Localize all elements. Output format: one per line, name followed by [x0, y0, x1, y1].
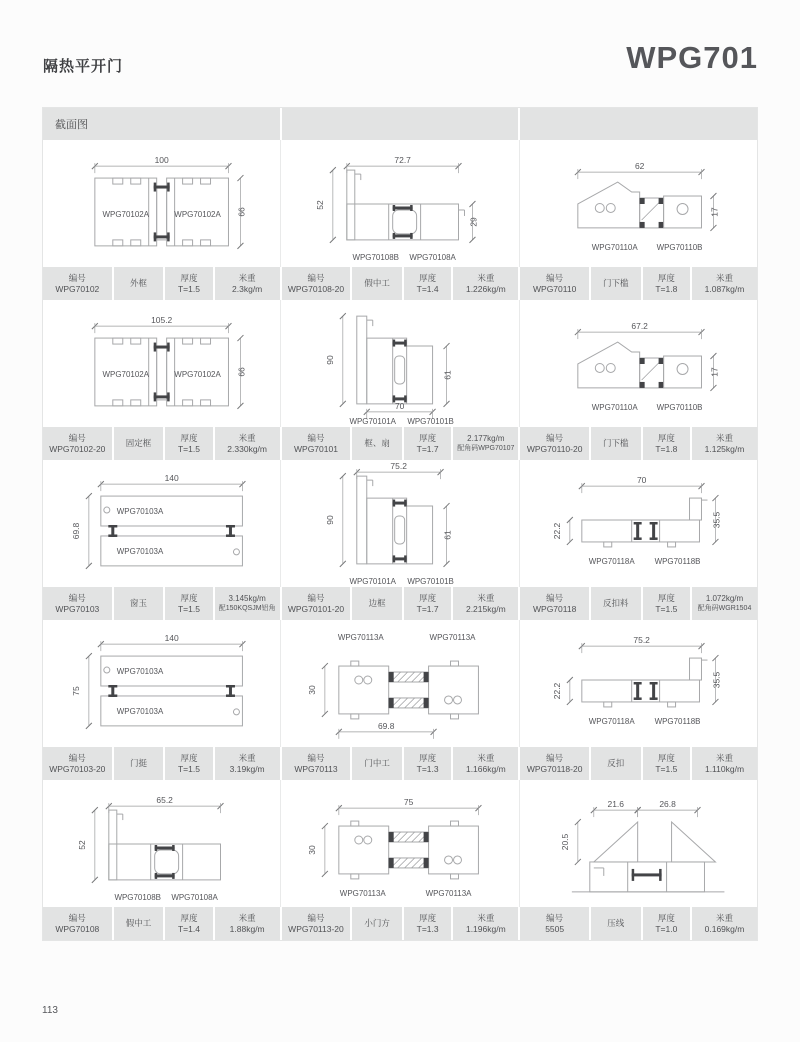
profile-drawing-5505: [520, 780, 757, 907]
svg-text:20.5: 20.5: [559, 833, 570, 851]
profile-name: 压线: [607, 918, 625, 928]
svg-text:WPG70103A: WPG70103A: [116, 667, 164, 677]
section-table: [42, 107, 758, 941]
profile-info-WPG70113-20: [282, 907, 519, 940]
svg-text:WPG70108B: WPG70108B: [114, 892, 161, 902]
svg-text:52: 52: [76, 840, 87, 850]
profile-code-cell: [43, 747, 112, 780]
profile-name: 门下槛: [603, 278, 629, 288]
weight-value: 1.196kg/m: [465, 923, 506, 934]
profile-drawing-WPG70110: [520, 140, 757, 267]
code-label: 编号: [68, 592, 86, 603]
svg-text:WPG70102A: WPG70102A: [174, 369, 221, 379]
weight-cell: [215, 427, 280, 460]
drawing-strip: [43, 780, 757, 907]
svg-text:70: 70: [636, 475, 647, 486]
profile-code-cell: [282, 907, 351, 940]
weight-value: 1.88kg/m: [229, 923, 265, 934]
svg-text:140: 140: [164, 633, 179, 644]
thickness-label: 厚度: [419, 592, 437, 603]
svg-text:100: 100: [154, 155, 169, 166]
thickness-cell: [404, 587, 451, 620]
profile-name-cell: [114, 427, 164, 460]
profile-name-cell: [352, 587, 402, 620]
weight-cell: [215, 267, 280, 300]
thickness-value: T=1.5: [177, 763, 200, 774]
code-label: 编号: [307, 752, 325, 763]
weight-cell: [692, 267, 757, 300]
thickness-value: T=1.4: [177, 923, 200, 934]
section-header-bar: [43, 108, 757, 140]
svg-text:75.2: 75.2: [633, 635, 650, 646]
profile-drawing-WPG70102: [43, 140, 281, 267]
code-label: 编号: [68, 272, 86, 283]
thickness-label: 厚度: [419, 912, 437, 923]
thickness-label: 厚度: [419, 272, 437, 283]
svg-text:30: 30: [307, 845, 318, 855]
svg-text:WPG70102A: WPG70102A: [102, 369, 150, 379]
weight-label: 米重: [715, 752, 733, 763]
thickness-cell: [165, 907, 212, 940]
info-strip: [43, 907, 757, 940]
weight-cell: [453, 907, 518, 940]
code-label: 编号: [307, 592, 325, 603]
profile-info-WPG70118: [520, 587, 757, 620]
profile-name-cell: [114, 907, 164, 940]
profile-drawing-WPG70101: [281, 300, 519, 427]
svg-text:140: 140: [164, 473, 179, 484]
thickness-label: 厚度: [419, 432, 437, 443]
thickness-value: T=1.7: [416, 603, 439, 614]
profile-drawing-WPG70113-20: [281, 780, 519, 907]
svg-text:WPG70110A: WPG70110A: [591, 402, 638, 412]
profile-drawing-WPG70108-20: [281, 140, 519, 267]
cross-section-diagram: [520, 140, 757, 267]
svg-text:22.2: 22.2: [551, 682, 562, 700]
profile-drawing-WPG70113: [281, 620, 519, 747]
profile-info-WPG70103-20: [43, 747, 280, 780]
profile-info-WPG70110: [520, 267, 757, 300]
svg-text:90: 90: [325, 355, 336, 365]
weight-cell: [692, 587, 757, 620]
info-strip: [43, 427, 757, 460]
svg-text:WPG70110A: WPG70110A: [591, 242, 638, 252]
svg-text:66: 66: [236, 367, 247, 377]
svg-text:69.8: 69.8: [378, 720, 395, 731]
profile-code-cell: [282, 747, 351, 780]
profile-code: WPG70118-20: [526, 763, 583, 774]
code-label: 编号: [307, 912, 325, 923]
profile-name: 门下槛: [603, 438, 629, 448]
svg-text:WPG70113A: WPG70113A: [338, 633, 385, 643]
code-label: 编号: [546, 912, 564, 923]
thickness-value: T=1.0: [655, 923, 678, 934]
weight-cell: [453, 747, 518, 780]
profile-code: WPG70108: [55, 923, 100, 934]
weight-label: 米重: [477, 752, 495, 763]
profile-row-1: [43, 140, 757, 300]
svg-text:17: 17: [709, 367, 720, 377]
profile-drawing-WPG70103: [43, 460, 281, 587]
svg-text:WPG70118B: WPG70118B: [654, 716, 701, 726]
profile-code-cell: [43, 907, 112, 940]
profile-drawing-WPG70102-20: [43, 300, 281, 427]
svg-text:WPG70110B: WPG70110B: [656, 242, 703, 252]
svg-text:WPG70108B: WPG70108B: [352, 252, 400, 262]
thickness-label: 厚度: [180, 432, 198, 443]
profile-name-cell: [352, 427, 402, 460]
profile-code-cell: [520, 427, 589, 460]
profile-name-cell: [114, 747, 164, 780]
profile-name: 门中工: [364, 758, 390, 768]
profile-code-cell: [282, 267, 351, 300]
weight-label: 米重: [477, 912, 495, 923]
cross-section-diagram: [520, 620, 757, 747]
code-label: 编号: [546, 272, 564, 283]
weight-note: 配角码WGR1504: [697, 605, 752, 612]
svg-text:WPG70113A: WPG70113A: [340, 888, 387, 898]
svg-text:105.2: 105.2: [151, 315, 173, 326]
weight-note: 配角码WPG70107: [457, 445, 515, 452]
drawing-strip: [43, 460, 757, 587]
thickness-cell: [404, 907, 451, 940]
svg-text:WPG70108A: WPG70108A: [409, 252, 457, 262]
thickness-label: 厚度: [657, 752, 675, 763]
profile-info-WPG70110-20: [520, 427, 757, 460]
weight-cell: [215, 587, 280, 620]
info-strip: [43, 587, 757, 620]
cross-section-diagram: [520, 780, 757, 907]
section-header-cell-2: [282, 108, 519, 140]
drawing-strip: [43, 620, 757, 747]
svg-text:WPG70103A: WPG70103A: [116, 507, 164, 517]
profile-code-cell: [520, 747, 589, 780]
profile-code: WPG70103-20: [49, 763, 106, 774]
thickness-value: T=1.8: [655, 443, 678, 454]
profile-name-cell: [352, 907, 402, 940]
weight-label: 米重: [238, 752, 256, 763]
profile-info-WPG70101-20: [282, 587, 519, 620]
page-number: 113: [42, 1005, 58, 1016]
svg-text:WPG70113A: WPG70113A: [429, 633, 476, 643]
profile-drawing-WPG70118: [520, 460, 757, 587]
info-strip: [43, 747, 757, 780]
weight-value: 2.330kg/m: [227, 443, 267, 454]
thickness-value: T=1.5: [655, 603, 678, 614]
svg-text:69.8: 69.8: [70, 522, 81, 540]
profile-name-cell: [114, 587, 164, 620]
profile-name-cell: [591, 267, 641, 300]
profile-name-cell: [352, 267, 402, 300]
thickness-cell: [643, 747, 690, 780]
thickness-label: 厚度: [657, 592, 675, 603]
profile-code: WPG70102: [55, 283, 100, 294]
thickness-label: 厚度: [419, 752, 437, 763]
profile-code: 5505: [545, 923, 565, 934]
profile-name-cell: [114, 267, 164, 300]
svg-text:WPG70118B: WPG70118B: [654, 556, 701, 566]
profile-code: WPG70113: [294, 763, 338, 774]
section-header-cell-1: [43, 108, 280, 140]
profile-info-WPG70113: [282, 747, 519, 780]
profile-name-cell: [591, 587, 641, 620]
profile-code: WPG70102-20: [49, 443, 106, 454]
cross-section-diagram: [43, 460, 280, 587]
thickness-value: T=1.3: [416, 923, 439, 934]
profile-code-cell: [43, 267, 112, 300]
weight-value: 1.110kg/m: [704, 763, 745, 774]
profile-name: 外框: [129, 278, 147, 288]
profile-code: WPG70118: [533, 603, 577, 614]
svg-text:35.5: 35.5: [711, 671, 722, 689]
thickness-value: T=1.5: [177, 283, 200, 294]
thickness-cell: [404, 267, 451, 300]
svg-text:WPG70110B: WPG70110B: [656, 402, 703, 412]
drawing-strip: [43, 300, 757, 427]
profile-row-5: [43, 780, 757, 940]
profile-code-cell: [43, 587, 112, 620]
profile-info-WPG70108-20: [282, 267, 519, 300]
weight-value: 2.215kg/m: [465, 603, 506, 614]
profile-info-WPG70118-20: [520, 747, 757, 780]
section-header-cell-3: [520, 108, 757, 140]
svg-text:30: 30: [307, 685, 318, 695]
thickness-cell: [165, 587, 212, 620]
cross-section-diagram: [520, 300, 757, 427]
svg-text:WPG70103A: WPG70103A: [116, 546, 164, 556]
profile-info-5505: [520, 907, 757, 940]
profile-drawing-WPG70108: [43, 780, 281, 907]
weight-value: 1.125kg/m: [704, 443, 745, 454]
drawing-strip: [43, 140, 757, 267]
cross-section-diagram: [43, 620, 280, 747]
profile-info-WPG70101: [282, 427, 519, 460]
cross-section-diagram: [43, 300, 280, 427]
weight-value: 1.166kg/m: [465, 763, 506, 774]
thickness-label: 厚度: [657, 272, 675, 283]
weight-label: 米重: [715, 432, 733, 443]
thickness-cell: [404, 427, 451, 460]
svg-text:WPG70118A: WPG70118A: [588, 716, 635, 726]
profile-code: WPG70113-20: [288, 923, 344, 934]
profile-grid: [43, 140, 757, 940]
thickness-cell: [643, 267, 690, 300]
thickness-value: T=1.4: [416, 283, 439, 294]
svg-text:WPG70103A: WPG70103A: [116, 706, 164, 716]
code-label: 编号: [68, 912, 86, 923]
code-label: 编号: [68, 752, 86, 763]
svg-text:61: 61: [442, 530, 453, 540]
profile-drawing-WPG70110-20: [520, 300, 757, 427]
profile-name: 窗玉: [129, 598, 147, 608]
thickness-label: 厚度: [657, 912, 675, 923]
weight-cell: [453, 267, 518, 300]
cross-section-diagram: [281, 300, 518, 427]
page-title: 隔热平开门: [43, 58, 124, 75]
svg-text:17: 17: [709, 207, 720, 217]
code-label: 编号: [546, 752, 564, 763]
weight-value: 1.072kg/m: [705, 594, 744, 603]
cross-section-diagram: [281, 460, 518, 587]
thickness-cell: [165, 427, 212, 460]
svg-text:75: 75: [404, 797, 414, 808]
thickness-value: T=1.7: [416, 443, 439, 454]
weight-label: 米重: [477, 272, 495, 283]
profile-row-3: [43, 460, 757, 620]
profile-drawing-WPG70103-20: [43, 620, 281, 747]
thickness-label: 厚度: [180, 752, 198, 763]
svg-text:62: 62: [634, 161, 645, 172]
svg-text:WPG70102A: WPG70102A: [102, 209, 150, 219]
profile-code-cell: [43, 427, 112, 460]
weight-cell: [692, 747, 757, 780]
svg-text:WPG70108A: WPG70108A: [171, 892, 218, 902]
thickness-label: 厚度: [180, 912, 198, 923]
weight-value: 1.226kg/m: [465, 283, 506, 294]
svg-text:35.5: 35.5: [711, 511, 722, 529]
profile-code-cell: [520, 907, 589, 940]
cross-section-diagram: [281, 780, 518, 907]
profile-name: 反扣料: [603, 598, 629, 608]
code-label: 编号: [307, 272, 325, 283]
code-label: 编号: [546, 432, 564, 443]
profile-name-cell: [591, 747, 641, 780]
weight-label: 米重: [238, 432, 256, 443]
profile-name-cell: [591, 907, 641, 940]
profile-name: 框、扇: [364, 438, 390, 448]
profile-code: WPG70101: [294, 443, 338, 454]
svg-text:72.7: 72.7: [394, 155, 412, 166]
thickness-cell: [404, 747, 451, 780]
weight-cell: [215, 747, 280, 780]
weight-value: 1.087kg/m: [704, 283, 745, 294]
cross-section-diagram: [281, 140, 518, 267]
profile-drawing-WPG70101-20: [281, 460, 519, 587]
svg-text:52: 52: [315, 200, 326, 210]
profile-code: WPG70110: [533, 283, 577, 294]
profile-drawing-WPG70118-20: [520, 620, 757, 747]
weight-value: 0.169kg/m: [704, 923, 745, 934]
svg-text:WPG70101A: WPG70101A: [349, 576, 397, 586]
profile-row-4: [43, 620, 757, 780]
cross-section-diagram: [43, 140, 280, 267]
thickness-cell: [643, 907, 690, 940]
svg-text:WPG70102A: WPG70102A: [174, 209, 221, 219]
profile-code: WPG70110-20: [526, 443, 583, 454]
svg-text:WPG70118A: WPG70118A: [588, 556, 635, 566]
svg-text:75: 75: [70, 686, 81, 696]
profile-code-cell: [282, 587, 351, 620]
thickness-value: T=1.5: [655, 763, 678, 774]
profile-name: 门挺: [129, 758, 147, 768]
weight-label: 米重: [477, 592, 495, 603]
weight-cell: [692, 427, 757, 460]
svg-text:75.2: 75.2: [390, 461, 408, 472]
profile-name-cell: [591, 427, 641, 460]
svg-text:70: 70: [395, 400, 405, 411]
thickness-cell: [165, 747, 212, 780]
weight-cell: [453, 587, 518, 620]
weight-value: 3.19kg/m: [229, 763, 265, 774]
weight-value: 2.3kg/m: [232, 283, 263, 294]
profile-name: 反扣: [607, 758, 625, 768]
profile-code-cell: [520, 587, 589, 620]
thickness-value: T=1.5: [177, 443, 200, 454]
thickness-value: T=1.8: [655, 283, 678, 294]
weight-label: 米重: [238, 272, 256, 283]
svg-text:90: 90: [325, 515, 336, 525]
weight-label: 米重: [238, 912, 256, 923]
profile-code: WPG70103: [55, 603, 100, 614]
svg-text:26.8: 26.8: [658, 799, 676, 810]
profile-name: 假中工: [125, 918, 152, 928]
profile-name: 假中工: [364, 278, 390, 288]
weight-value: 2.177kg/m: [467, 434, 505, 443]
weight-label: 米重: [715, 272, 733, 283]
thickness-label: 厚度: [180, 592, 198, 603]
cross-section-diagram: [520, 460, 757, 587]
profile-info-WPG70102: [43, 267, 280, 300]
code-label: 编号: [68, 432, 86, 443]
profile-info-WPG70103: [43, 587, 280, 620]
svg-text:66: 66: [236, 207, 247, 217]
profile-code: WPG70108-20: [287, 283, 345, 294]
thickness-cell: [643, 587, 690, 620]
svg-text:WPG70101B: WPG70101B: [407, 576, 455, 586]
thickness-label: 厚度: [657, 432, 675, 443]
profile-name: 固定框: [125, 438, 152, 448]
profile-code: WPG70101-20: [287, 603, 345, 614]
weight-value: 3.145kg/m: [228, 594, 266, 603]
svg-text:22.2: 22.2: [551, 522, 562, 540]
weight-note: 配150KQSJM铝角: [218, 605, 276, 612]
profile-name-cell: [352, 747, 402, 780]
svg-text:WPG70101A: WPG70101A: [349, 416, 397, 426]
svg-text:WPG70113A: WPG70113A: [425, 888, 472, 898]
model-number: WPG701: [626, 40, 758, 75]
section-title: 截面图: [55, 119, 88, 131]
profile-info-WPG70108: [43, 907, 280, 940]
thickness-cell: [165, 267, 212, 300]
svg-text:WPG70101B: WPG70101B: [407, 416, 455, 426]
profile-name: 小门方: [364, 918, 390, 928]
cross-section-diagram: [281, 620, 518, 747]
svg-text:65.2: 65.2: [156, 795, 173, 806]
profile-info-WPG70102-20: [43, 427, 280, 460]
weight-label: 米重: [715, 912, 733, 923]
profile-row-2: [43, 300, 757, 460]
thickness-cell: [643, 427, 690, 460]
svg-text:67.2: 67.2: [631, 321, 648, 332]
thickness-label: 厚度: [180, 272, 198, 283]
weight-cell: [453, 427, 518, 460]
profile-code-cell: [520, 267, 589, 300]
svg-text:61: 61: [442, 370, 453, 380]
code-label: 编号: [546, 592, 564, 603]
cross-section-diagram: [43, 780, 280, 907]
svg-text:21.6: 21.6: [607, 799, 624, 810]
svg-text:29: 29: [468, 217, 479, 227]
weight-cell: [692, 907, 757, 940]
code-label: 编号: [307, 432, 325, 443]
thickness-value: T=1.5: [177, 603, 200, 614]
thickness-value: T=1.3: [416, 763, 439, 774]
weight-cell: [215, 907, 280, 940]
profile-name: 边框: [368, 598, 386, 608]
info-strip: [43, 267, 757, 300]
profile-code-cell: [282, 427, 351, 460]
